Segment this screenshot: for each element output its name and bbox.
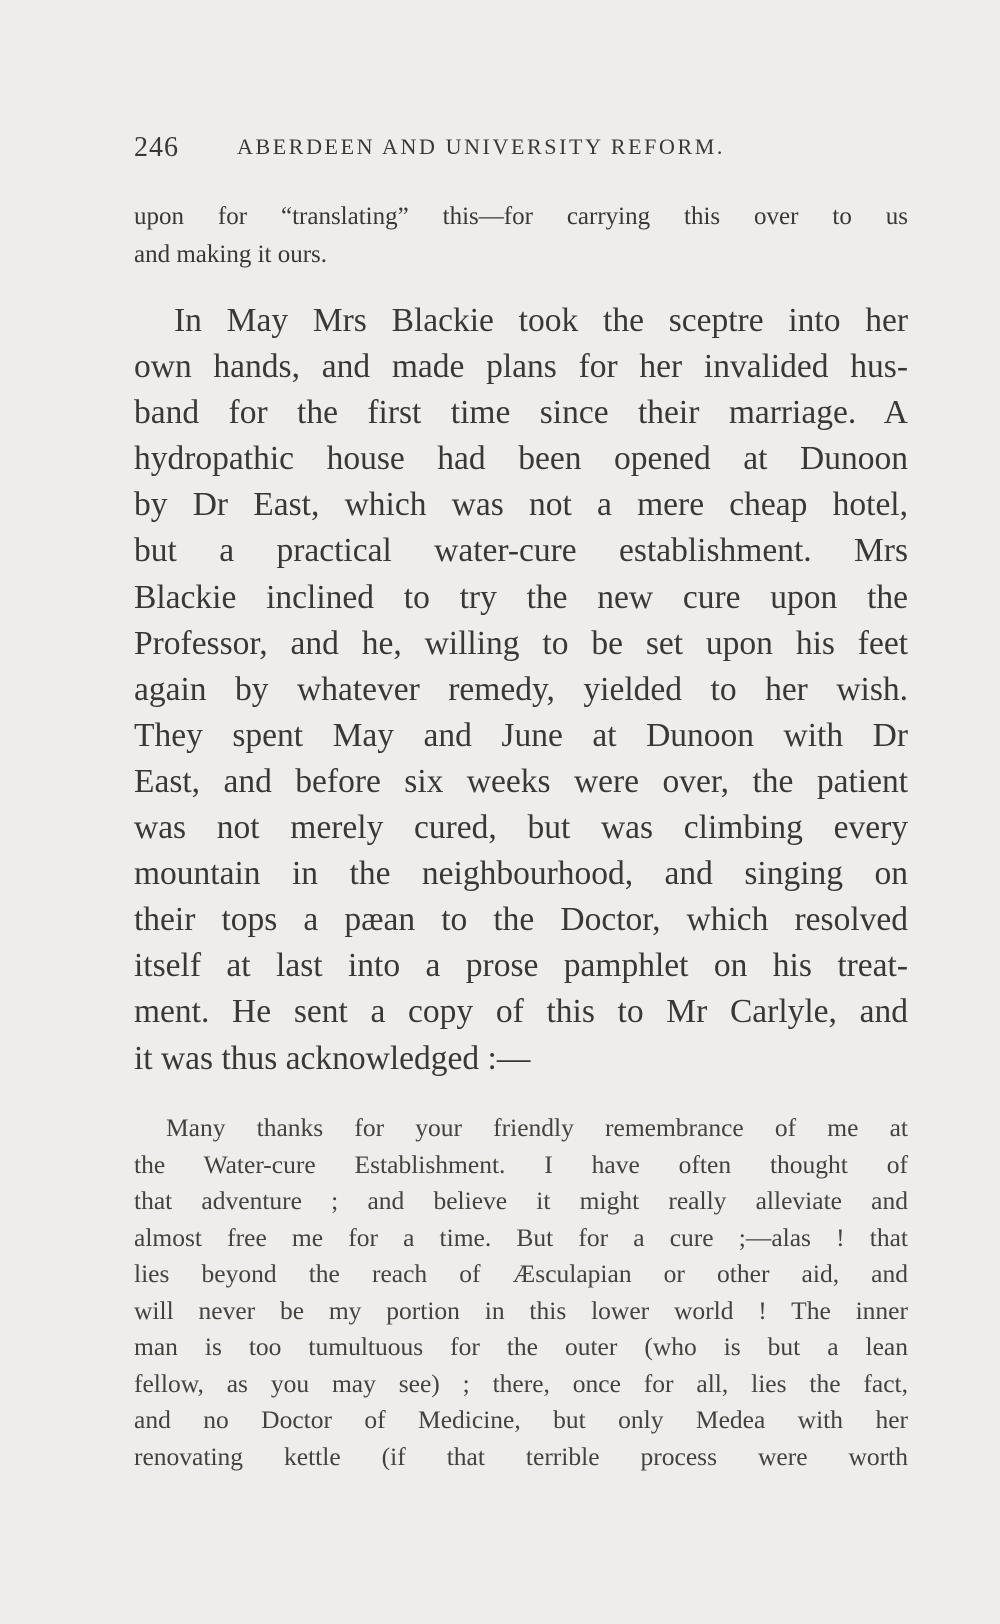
text-line: fellow, as you may see) ; there, once for all, lies the fact, (134, 1368, 908, 1398)
text-line: own hands, and made plans for her invalided hus- (134, 348, 908, 386)
text-line: mountain in the neighbourhood, and singing on (134, 855, 908, 893)
text-line: upon for “translating” this—for carrying this over to us (134, 203, 908, 230)
text-line: hydropathic house had been opened at Dunoon (134, 440, 908, 478)
text-line: Many thanks for your friendly remembrance of me at (166, 1113, 908, 1142)
text-line: ment. He sent a copy of this to Mr Carlyle, and (134, 993, 908, 1031)
text-line: Blackie inclined to try the new cure upon the (134, 578, 908, 616)
text-line: itself at last into a prose pamphlet on his treat- (134, 947, 908, 985)
text-line: their tops a pæan to the Doctor, which resolved (134, 901, 908, 939)
text-line: and making it ours. (134, 241, 328, 268)
text-line: Professor, and he, willing to be set upon his feet (134, 624, 908, 662)
running-title: ABERDEEN AND UNIVERSITY REFORM. (237, 134, 726, 159)
text-line: was not merely cured, but was climbing every (134, 809, 908, 847)
text-line: renovating kettle (if that terrible process were worth (134, 1441, 908, 1471)
text-line: band for the first time since their marriage. A (134, 394, 908, 432)
text-line: They spent May and June at Dunoon with Dr (134, 716, 908, 754)
body-paragraph (134, 298, 908, 1082)
text-line: man is too tumultuous for the outer (who is but a lean (134, 1332, 908, 1361)
text-line: and no Doctor of Medicine, but only Medea with her (134, 1405, 908, 1434)
text-line: East, and before six weeks were over, the patient (134, 762, 908, 800)
text-line: the Water-cure Establishment. I have often thought of (134, 1149, 908, 1179)
text-line: but a practical water-cure establishment. Mrs (134, 532, 908, 570)
text-line: again by whatever remedy, yielded to her wish. (134, 670, 908, 708)
text-line: will never be my portion in this lower world ! The inner (134, 1295, 908, 1325)
text-line: that adventure ; and believe it might really alleviate and (134, 1186, 908, 1215)
text-line: lies beyond the reach of Æsculapian or other aid, and (134, 1259, 908, 1288)
text-line: it was thus acknowledged :— (134, 1039, 531, 1077)
text-line: almost free me for a time. But for a cure ;—alas ! that (134, 1222, 908, 1252)
continuation-paragraph (134, 198, 908, 274)
running-head (134, 132, 914, 172)
text-line: by Dr East, which was not a mere cheap hotel, (134, 486, 908, 524)
text-line: In May Mrs Blackie took the sceptre into her (174, 302, 908, 339)
quoted-letter (134, 1110, 908, 1475)
page-number: 246 (134, 132, 179, 163)
